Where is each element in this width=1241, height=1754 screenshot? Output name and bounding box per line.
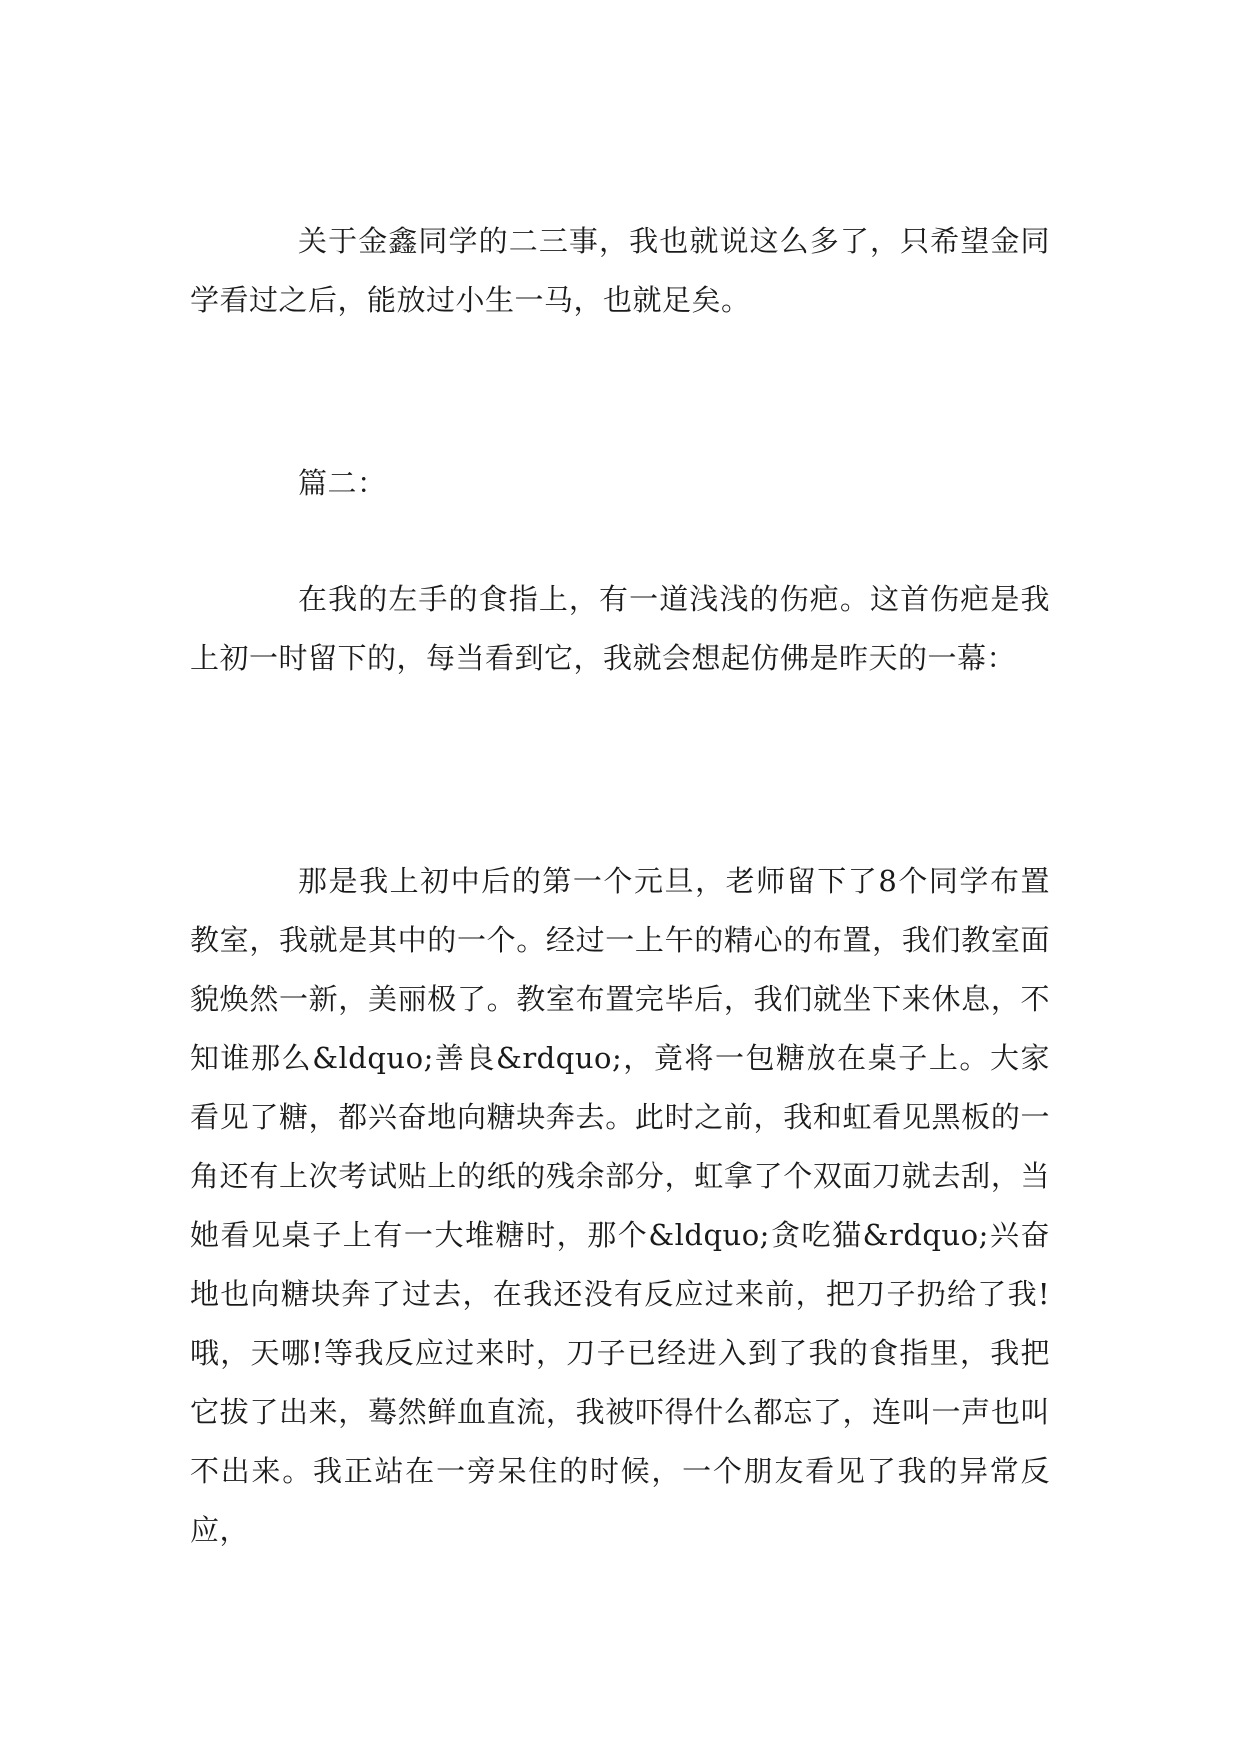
- paragraph-scar-intro: 在我的左手的食指上，有一道浅浅的伤疤。这首伤疤是我上初一时留下的，每当看到它，我就会想起仿佛是昨天的一幕：: [190, 582, 1050, 675]
- section-heading-part-two: 篇二：: [298, 466, 387, 500]
- paragraph-closing: 关于金鑫同学的二三事，我也就说这么多了，只希望金同学看过之后，能放过小生一马，也就足矣。: [190, 224, 1050, 317]
- paragraph-story: 那是我上初中后的第一个元旦，老师留下了8个同学布置教室，我就是其中的一个。经过一上午的精心的布置，我们教室面貌焕然一新，美丽极了。教室布置完毕后，我们就坐下来休息，不知谁那么&ldquo;善良&rdquo;，竟将一包糖放在桌子上。大家看见了糖，都兴奋地向糖块奔去。此时之前，我和虹看见黑板的一角还有上次考试贴上的纸的残余部分，虹拿了个双面刀就去刮，当她看见桌子上有一大堆糖时，那个&ldquo;贪吃猫&rdquo;兴奋地也向糖块奔了过去，在我还没有反应过来前，把刀子扔给了我!哦，天哪!等我反应过来时，刀子已经进入到了我的食指里，我把它拔了出来，蓦然鲜血直流，我被吓得什么都忘了，连叫一声也叫不出来。我正站在一旁呆住的时候，一个朋友看见了我的异常反应，: [190, 864, 1050, 1547]
